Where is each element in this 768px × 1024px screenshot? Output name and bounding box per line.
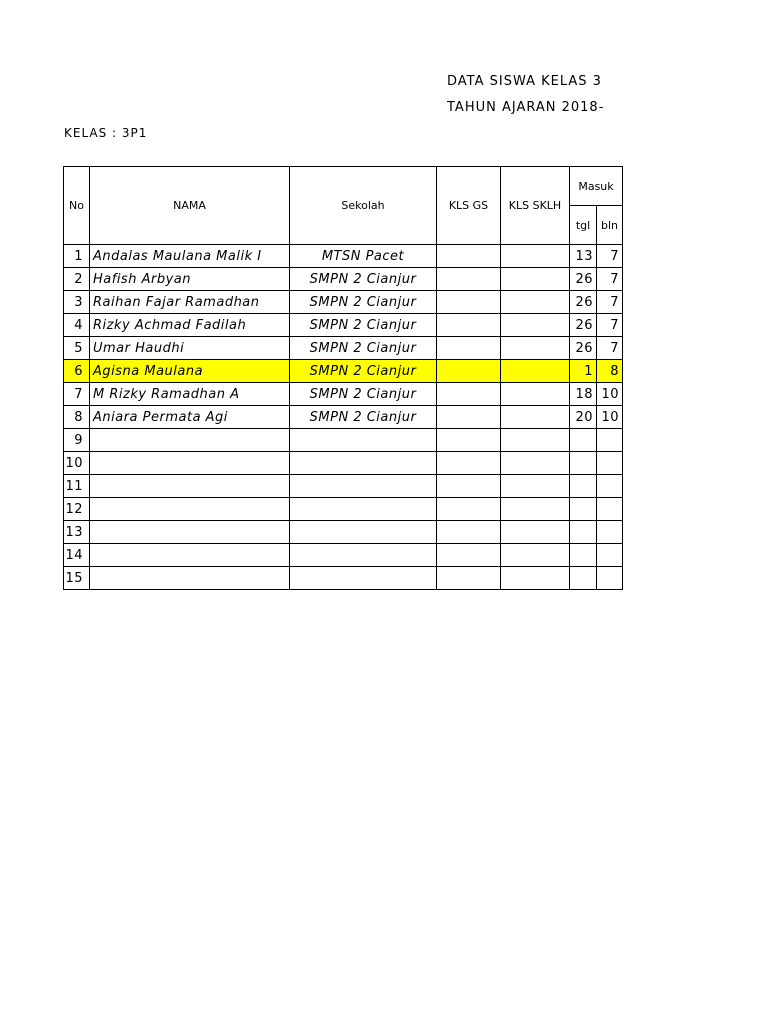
cell-kls-gs [437, 337, 501, 360]
cell-nama [90, 475, 290, 498]
table-row [64, 268, 623, 291]
cell-bln: 10 [597, 383, 623, 406]
cell-no: 11 [64, 475, 90, 498]
cell-nama: Agisna Maulana [90, 360, 290, 383]
cell-kls-sklh [501, 268, 570, 291]
cell-no: 13 [64, 521, 90, 544]
table-row [64, 498, 623, 521]
cell-no: 15 [64, 567, 90, 590]
table-body [64, 245, 623, 590]
cell-kls-gs [437, 452, 501, 475]
cell-nama: Raihan Fajar Ramadhan [90, 291, 290, 314]
cell-nama: Rizky Achmad Fadilah [90, 314, 290, 337]
cell-tgl: 26 [570, 268, 597, 291]
cell-bln: 10 [597, 406, 623, 429]
cell-bln [597, 521, 623, 544]
cell-sekolah: SMPN 2 Cianjur [290, 360, 437, 383]
cell-kls-gs [437, 498, 501, 521]
cell-bln: 8 [597, 360, 623, 383]
cell-sekolah [290, 544, 437, 567]
cell-kls-sklh [501, 360, 570, 383]
cell-sekolah [290, 475, 437, 498]
cell-tgl: 18 [570, 383, 597, 406]
header-nama: NAMA [90, 167, 290, 245]
cell-kls-sklh [501, 245, 570, 268]
cell-no: 3 [64, 291, 90, 314]
cell-no: 10 [64, 452, 90, 475]
cell-sekolah: SMPN 2 Cianjur [290, 383, 437, 406]
cell-bln [597, 452, 623, 475]
table-row [64, 475, 623, 498]
cell-kls-sklh [501, 567, 570, 590]
cell-no: 12 [64, 498, 90, 521]
cell-tgl: 26 [570, 291, 597, 314]
cell-nama [90, 452, 290, 475]
cell-kls-gs [437, 406, 501, 429]
cell-kls-gs [437, 544, 501, 567]
cell-kls-gs [437, 429, 501, 452]
table-row [64, 521, 623, 544]
cell-kls-gs [437, 567, 501, 590]
cell-nama: Aniara Permata Agi [90, 406, 290, 429]
cell-no: 7 [64, 383, 90, 406]
cell-sekolah: SMPN 2 Cianjur [290, 314, 437, 337]
cell-no: 6 [64, 360, 90, 383]
cell-sekolah: SMPN 2 Cianjur [290, 337, 437, 360]
header-row [64, 167, 623, 206]
cell-bln: 7 [597, 337, 623, 360]
table-row [64, 314, 623, 337]
cell-tgl: 1 [570, 360, 597, 383]
cell-kls-gs [437, 291, 501, 314]
cell-kls-sklh [501, 521, 570, 544]
cell-kls-gs [437, 268, 501, 291]
cell-kls-sklh [501, 383, 570, 406]
cell-sekolah: SMPN 2 Cianjur [290, 406, 437, 429]
cell-kls-gs [437, 245, 501, 268]
academic-year-title: TAHUN AJARAN 2018- [447, 100, 605, 115]
student-table [63, 166, 623, 590]
cell-no: 1 [64, 245, 90, 268]
cell-tgl [570, 498, 597, 521]
cell-nama: Andalas Maulana Malik I [90, 245, 290, 268]
cell-tgl [570, 521, 597, 544]
cell-nama: Hafish Arbyan [90, 268, 290, 291]
cell-bln [597, 498, 623, 521]
cell-sekolah: SMPN 2 Cianjur [290, 268, 437, 291]
cell-kls-gs [437, 360, 501, 383]
cell-bln [597, 567, 623, 590]
header-masuk: Masuk [570, 167, 623, 206]
cell-kls-sklh [501, 429, 570, 452]
table-row [64, 452, 623, 475]
cell-bln [597, 544, 623, 567]
header-sekolah: Sekolah [290, 167, 437, 245]
table-row [64, 337, 623, 360]
cell-tgl [570, 429, 597, 452]
cell-nama [90, 544, 290, 567]
cell-kls-sklh [501, 475, 570, 498]
cell-nama [90, 498, 290, 521]
cell-nama: Umar Haudhi [90, 337, 290, 360]
cell-kls-sklh [501, 452, 570, 475]
table-row [64, 406, 623, 429]
table-row [64, 291, 623, 314]
cell-bln: 7 [597, 291, 623, 314]
cell-kls-gs [437, 475, 501, 498]
cell-bln [597, 429, 623, 452]
cell-no: 9 [64, 429, 90, 452]
class-label: KELAS : 3P1 [64, 126, 148, 140]
cell-kls-sklh [501, 291, 570, 314]
header-kls-sklh: KLS SKLH [501, 167, 570, 245]
cell-no: 14 [64, 544, 90, 567]
table-row [64, 567, 623, 590]
cell-bln: 7 [597, 314, 623, 337]
table-row [64, 245, 623, 268]
table-row [64, 429, 623, 452]
header-bln: bln [597, 206, 623, 245]
cell-tgl [570, 544, 597, 567]
cell-tgl: 20 [570, 406, 597, 429]
cell-sekolah: SMPN 2 Cianjur [290, 291, 437, 314]
cell-nama: M Rizky Ramadhan A [90, 383, 290, 406]
cell-kls-sklh [501, 314, 570, 337]
cell-tgl [570, 567, 597, 590]
table-row [64, 383, 623, 406]
cell-tgl: 26 [570, 337, 597, 360]
table-row [64, 360, 623, 383]
cell-nama [90, 429, 290, 452]
cell-tgl: 13 [570, 245, 597, 268]
cell-sekolah [290, 452, 437, 475]
cell-no: 4 [64, 314, 90, 337]
cell-kls-sklh [501, 337, 570, 360]
cell-kls-gs [437, 383, 501, 406]
header-kls-gs: KLS GS [437, 167, 501, 245]
cell-kls-gs [437, 314, 501, 337]
cell-bln: 7 [597, 245, 623, 268]
cell-kls-sklh [501, 406, 570, 429]
cell-kls-gs [437, 521, 501, 544]
cell-bln [597, 475, 623, 498]
cell-sekolah: MTSN Pacet [290, 245, 437, 268]
document-title: DATA SISWA KELAS 3 [447, 74, 602, 89]
cell-sekolah [290, 498, 437, 521]
cell-bln: 7 [597, 268, 623, 291]
cell-sekolah [290, 429, 437, 452]
cell-nama [90, 567, 290, 590]
table-row [64, 544, 623, 567]
header-no: No [64, 167, 90, 245]
cell-no: 8 [64, 406, 90, 429]
cell-nama [90, 521, 290, 544]
cell-tgl: 26 [570, 314, 597, 337]
cell-tgl [570, 475, 597, 498]
cell-tgl [570, 452, 597, 475]
cell-kls-sklh [501, 544, 570, 567]
cell-sekolah [290, 567, 437, 590]
header-tgl: tgl [570, 206, 597, 245]
cell-no: 5 [64, 337, 90, 360]
cell-kls-sklh [501, 498, 570, 521]
cell-sekolah [290, 521, 437, 544]
cell-no: 2 [64, 268, 90, 291]
